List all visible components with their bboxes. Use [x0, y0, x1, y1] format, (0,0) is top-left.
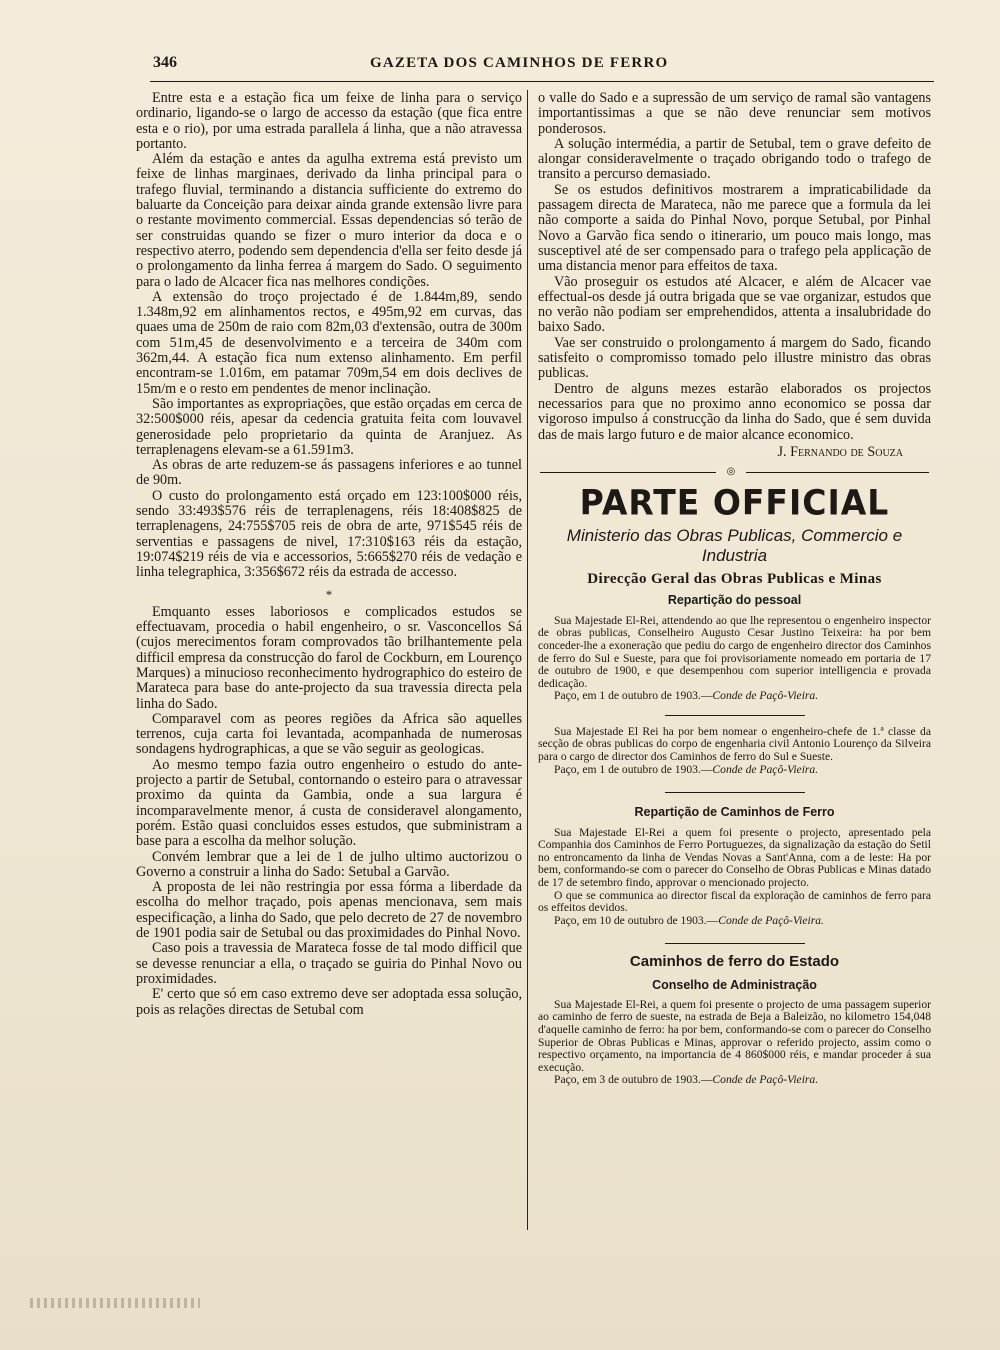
article-paragraph: Comparavel com as peores regiões da Africa são aquelles terrenos, cuja carta foi levantada, acompanhada de numerosas sondagens hydrographicas, a que se vão seguir as geologicas. — [136, 710, 522, 758]
page-number: 346 — [153, 54, 177, 71]
decree-block — [538, 726, 931, 776]
section-heading-caminhos: Repartição de Caminhos de Ferro — [634, 805, 835, 820]
decree-text: Sua Majestade El-Rei a quem foi presente o projecto, apresentado pela Companhia dos Caminhos de Ferro Portuguezes, da signalização da estação do Setil no entroncamento da linha de Vendas Novas a Sant'Anna, com a de leste: Ha por bem, conformando-se com o parecer do Conselho de Obras Publicas e Minas datado de 17 de setembro findo, approvar o mencionado projecto. — [538, 825, 931, 889]
decree-text: Sua Majestade El Rei ha por bem nomear o engenheiro-chefe de 1.ª classe da secção de obras publicas do corpo de engenharia civil Antonio Lourenço da Silveira para o cargo de director dos Caminhos de ferro do Sul e Sueste. — [538, 724, 931, 764]
article-paragraph: A proposta de lei não restringia por essa fórma a liberdade da escolha do melhor traçado, pois apenas mencionava, sem mais especificação, a linha do Sado, que pelo decreto de 27 de novembro de 1901 podia sair de Setubal ou das proximidades do Pinhal Novo. — [136, 879, 522, 942]
page-header — [150, 54, 930, 78]
article-paragraph: Convém lembrar que a lei de 1 de julho ultimo auctorizou o Governo a construir a linha do Sado: Setubal a Garvão. — [136, 848, 522, 880]
article-paragraph: A solução intermédia, a partir de Setubal, tem o grave defeito de alongar consideravelmente o traçado obrigando todo o trafego de transito a percurso demasiado. — [538, 135, 931, 183]
ornament-icon: ◎ — [716, 466, 746, 478]
article-paragraph: Dentro de alguns mezes estarão elaborados os projectos necessarios para que no proximo anno economico se possa dar vigoroso impulso á construcção da linha do Sado, que é sem duvida das de mais largo futuro e de maior alcance economico. — [538, 380, 931, 443]
decree-text: Sua Majestade El-Rei, a quem foi presente o projecto de uma passagem superior ao caminho de ferro de sueste, na estrada de Beja a Baleizão, no kilometro 154,048 d'aquelle caminho de ferro: ha por bem, conformando-se com o parecer do Conselho Superior de Obras Publicas e Minas, approvar o referido projecto, assim como o respectivo orçamento, na importancia de 4 860$000 réis, e mandar proceder á sua execução. — [538, 997, 931, 1074]
decree-date: Paço, em 3 de outubro de 1903.—Conde de Paçô-Vieira. — [554, 1073, 819, 1087]
article-paragraph: Ao mesmo tempo fazia outro engenheiro o estudo do ante-projecto a partir de Setubal, contornando o esteiro para o atravessar proximo da quinta da Gambia, onde a sua largura é incomparavelmente menor, á custa de consideravel alongamento, porém. Estão quasi concluidos esses estudos, que subministram a base para a escolha da melhor solução. — [136, 756, 522, 850]
decree-note: O que se communica ao director fiscal da exploração de caminhos de ferro para os effeitos devidos. — [538, 888, 931, 915]
article-paragraph: Caso pois a travessia de Marateca fosse de tal modo difficil que se devesse renunciar a ella, o traçado se guiria do Pinhal Novo ou proximidades. — [136, 940, 522, 987]
decree-date: Paço, em 1 de outubro de 1903.—Conde de Paçô-Vieira. — [554, 689, 819, 703]
left-column — [136, 91, 522, 1018]
article-paragraph: E' certo que só em caso extremo deve ser adoptada essa solução, pois as relações directas de Setubal com — [136, 986, 522, 1018]
decree-block — [538, 827, 931, 928]
right-column — [538, 91, 931, 1087]
official-section-title: PARTE OFFICIAL — [579, 482, 890, 524]
decree-text: Sua Majestade El-Rei, attendendo ao que lhe representou o engenheiro inspector de obras publicas, Conselheiro Augusto Cesar Justino Teixeira: ha por bem conceder-lhe a exoneração que pediu do cargo de engenheiro director dos Caminhos de ferro do Sul e Sueste, para que foi provisoriamente nomeado em portaria de 17 de outubro de 1900, e que desempenhou com superior intelligencia e provada dedicação. — [538, 613, 931, 690]
ornamental-rule — [538, 466, 931, 480]
direction-heading: Direcção Geral das Obras Publicas e Minas — [587, 571, 882, 588]
article-paragraph: A extensão do troço projectado é de 1.844m,89, sendo 1.348m,92 em alinhamentos rectos, e 495m,92 em curvas, das quaes uma de 250m de raio com 82m,03 d'extensão, outra de 300m com 51m,45 de desenvolvimento e a terceira de 340m com 362m,44. A estação fica num extenso alinhamento. Em perfil encontram-se 1.016m, em patamar 709m,54 em dois declives de 15m/m e o resto em pendentes de menor inclinação. — [136, 288, 522, 397]
article-paragraph: Vae ser construido o prolongamento á margem do Sado, ficando satisfeito o compromisso tomado pelo illustre ministro das obras publicas. — [538, 334, 931, 382]
divider — [665, 943, 805, 944]
article-paragraph: Além da estação e antes da agulha extrema está previsto um feixe de linhas marginaes, derivado da linha principal para o trafego fluvial, terminando a distancia sufficiente do extremo do baluarte da Conceição para deixar ainda grande extensão livre para o restante movimento commercial. Essas dependencias só terão de ser construidas quando se fizer o muro interior da doca e o respectivo aterro, podendo sem dependencia d'ella ser feito desde já o prolongamento da linha ferrea á margem do Sado. O seguimento para o lado de Alcacer fica nas melhores condições. — [136, 151, 522, 290]
section-heading-admin: Conselho de Administração — [652, 977, 817, 992]
article-paragraph: o valle do Sado e a supressão de um serviço de ramal são vantagens importantissimas a que se não deve renunciar sem motivos ponderosos. — [538, 90, 931, 137]
author-signature: J. Fernando de Souza — [777, 443, 903, 460]
article-paragraph: Emquanto esses laboriosos e complicados estudos se effectuavam, procedia o habil engenheiro, o sr. Vasconcellos Sá (cujos merecimentos foram comprovados tão brilhantemente pela difficil empresa da construcção do farol de Cockburn, em Lourenço Marques) a minucioso reconhecimento hydrographico do esteiro de Marateca para base do ante-projecto da sua travessia directa pela linha do Sado. — [136, 603, 522, 712]
article-paragraph: O custo do prolongamento está orçado em 123:100$000 réis, sendo 33:493$576 réis de terraplenagens, réis 18:408$825 de terraplenagens, 24:755$705 reis de obra de arte, 971$545 réis de serventias e passagens de nivel, 17:310$163 réis da estação, 19:074$219 réis de via e accessorios, 5:665$270 réis de vedação e linha telegraphica, 3:356$672 réis da estrada de accesso. — [136, 487, 522, 581]
article-paragraph: Se os estudos definitivos mostrarem a impraticabilidade da passagem directa de Marateca, não me parece que a formula da lei não comporte a saida do Pinhal Novo, porque Setubal, por Pinhal Novo a Garvão fica sendo o itinerario, um pouco mais longo, mas susceptivel até de ser compensado para o trafego pela applicação de uma distancia menor para effeitos de taxa. — [538, 181, 931, 275]
section-heading-pessoal: Repartição do pessoal — [667, 593, 802, 608]
article-paragraph: Vão proseguir os estudos até Alcacer, e além de Alcacer vae effectual-os desde já outra brigada que se vae organizar, estudos que no verão não podiam ser emprehendidos, attenta a insalubridade do baixo Sado. — [538, 273, 931, 336]
paper-stain — [30, 1298, 200, 1308]
divider — [665, 715, 805, 716]
column-separator — [527, 90, 528, 1230]
divider — [665, 792, 805, 793]
decree-block — [538, 999, 931, 1087]
section-heading-estado: Caminhos de ferro do Estado — [629, 953, 840, 971]
article-paragraph: Entre esta e a estação fica um feixe de linha para o serviço ordinario, ligando-se o largo de accesso da estação (que fica entre esta e o rio), por uma estrada parallela á linha, que a não atravessa portanto. — [136, 90, 522, 152]
ministry-heading: Ministerio das Obras Publicas, Commercio e Industria — [566, 526, 903, 566]
header-rule — [150, 81, 934, 82]
section-separator: * — [325, 586, 333, 602]
article-paragraph: São importantes as expropriações, que estão orçadas em cerca de 32:500$000 réis, apesar da cedencia gratuita feita com louvavel generosidade pelo proprietario da quinta de Aranjuez. As terraplenagens elevam-se a 61.591m3. — [136, 395, 522, 458]
article-paragraph: As obras de arte reduzem-se ás passagens inferiores e ao tunnel de 90m. — [136, 457, 522, 489]
decree-block — [538, 615, 931, 703]
decree-date: Paço, em 1 de outubro de 1903.—Conde de Paçô-Vieira. — [554, 762, 819, 776]
decree-date: Paço, em 10 de outubro de 1903.—Conde de Paçô-Vieira. — [554, 913, 824, 927]
publication-title: GAZETA DOS CAMINHOS DE FERRO — [370, 55, 669, 71]
